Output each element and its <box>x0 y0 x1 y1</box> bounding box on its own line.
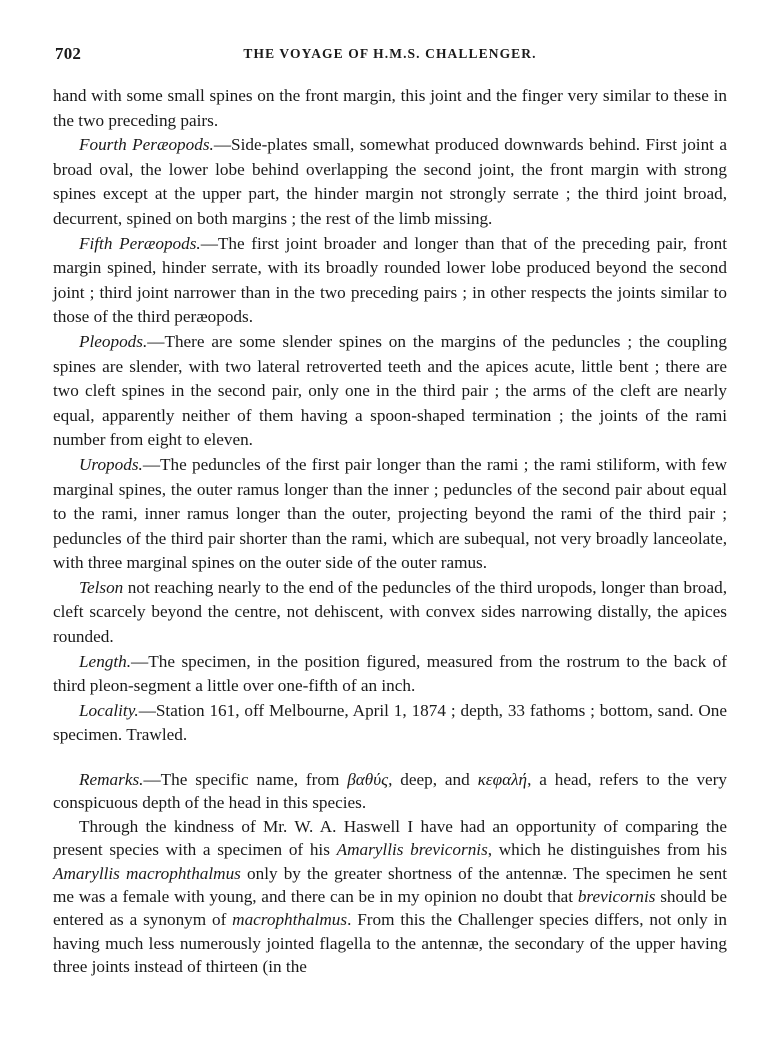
section-heading: Fifth Peræopods. <box>79 233 201 253</box>
paragraph-text: —The peduncles of the first pair longer than the rami ; the rami stiliform, with few marginal spines, the outer ramus longer than the inner ; peduncles of the second pair about equal to the rami, inner ramus longer than the outer, projecting beyond the rami of the third pair ; peduncles of the third pair shorter than the rami, which are subequal, not very broadly lanceolate, with three marginal spines on the outer side of the outer ramus. <box>53 454 727 573</box>
section-heading: Uropods. <box>79 454 143 474</box>
paragraph-text: —The first joint broader and longer than that of the preceding pair, front margin spined, hinder serrate, with its broadly rounded lower lobe produced beyond the second joint ; third joint narrower than in the two preceding pairs ; in other respects the joints similar to those of the third peræopods. <box>53 233 728 327</box>
body-text <box>53 84 727 979</box>
paragraph-text: —The specific name, from <box>143 770 348 790</box>
section-heading: Length. <box>79 651 132 671</box>
section-heading: Locality. <box>79 700 139 720</box>
species-name: Amaryllis brevicornis <box>336 840 488 860</box>
paragraph-text: —Station 161, off Melbourne, April 1, 1874 ; depth, 33 fathoms ; bottom, sand. One specimen. Trawled. <box>53 700 727 745</box>
section-heading: Telson <box>79 577 124 597</box>
species-name: brevicornis <box>577 887 656 907</box>
paragraph-pleopods <box>53 330 727 453</box>
page-number: 702 <box>55 44 82 63</box>
running-head <box>53 44 727 68</box>
paragraph-text: —There are some slender spines on the margins of the peduncles ; the coupling spines are slender, with two lateral retroverted teeth and the apices acute, little bent ; there are two cleft spines in the second pair, only one in the third pair ; the arms of the cleft are nearly equal, apparently neither of them having a spoon-shaped termination ; the joints of the rami number from eight to eleven. <box>53 331 727 450</box>
paragraph-text: , which he distinguishes from his <box>487 840 728 860</box>
paragraph-fifth-peraeopods <box>53 232 727 330</box>
paragraph-fourth-peraeopods <box>53 133 727 231</box>
paragraph-telson <box>53 576 727 650</box>
species-name: Amaryllis macrophthalmus <box>53 863 241 883</box>
paragraph-text: —The specimen, in the position figured, measured from the rostrum to the back of third pleon-segment a little over one-fifth of an inch. <box>53 651 727 696</box>
running-title: THE VOYAGE OF H.M.S. CHALLENGER. <box>243 46 537 61</box>
paragraph-continued <box>53 84 727 133</box>
paragraph-uropods <box>53 453 727 576</box>
paragraph-text: , deep, and <box>388 770 478 790</box>
paragraph-text: not reaching nearly to the end of the peduncles of the third uropods, longer than broad, cleft scarcely beyond the centre, not dehiscent, with convex sides narrowing distally, the apices rounded. <box>53 577 727 647</box>
paragraph-text: , a head, refers to the very conspicuous depth of the head in this species. <box>53 770 727 813</box>
paragraph-remarks <box>53 768 727 815</box>
paragraph-text: . From this the Challenger species differs, not only in having much less numerously jointed flagella to the antennæ, the secondary of the upper having three joints instead of thirteen (in the <box>53 910 727 977</box>
greek-word: βαθύς <box>347 770 389 790</box>
paragraph-text: hand with some small spines on the front margin, this joint and the finger very similar to these in the two preceding pairs. <box>53 86 727 130</box>
paragraph-locality <box>53 699 727 748</box>
species-name: macrophthalmus <box>232 910 348 930</box>
paragraph-length <box>53 650 727 699</box>
paragraph-text: Through the kindness of Mr. W. A. Haswell I have had an opportunity of comparing the present species with a specimen of his <box>53 816 727 860</box>
paragraph-text: —Side-plates small, somewhat produced downwards behind. First joint a broad oval, the lower lobe behind overlapping the second joint, the front margin with strong spines except at the upper part, the hinder margin not strongly serrate ; the third joint broad, decurrent, spined on both margins ; the rest of the limb missing. <box>53 135 727 228</box>
greek-word: κεφαλή <box>477 770 528 790</box>
section-heading: Pleopods. <box>79 331 148 351</box>
paragraph-text: only by the greater shortness of the antennæ. The specimen he sent me was a female with young, and there can be in my opinion no doubt that <box>53 863 727 907</box>
section-heading: Remarks. <box>79 770 144 790</box>
section-heading: Fourth Peræopods. <box>79 135 214 155</box>
paragraph-text: should be entered as a synonym of <box>53 887 728 930</box>
paragraph-haswell-comparison <box>53 815 727 979</box>
